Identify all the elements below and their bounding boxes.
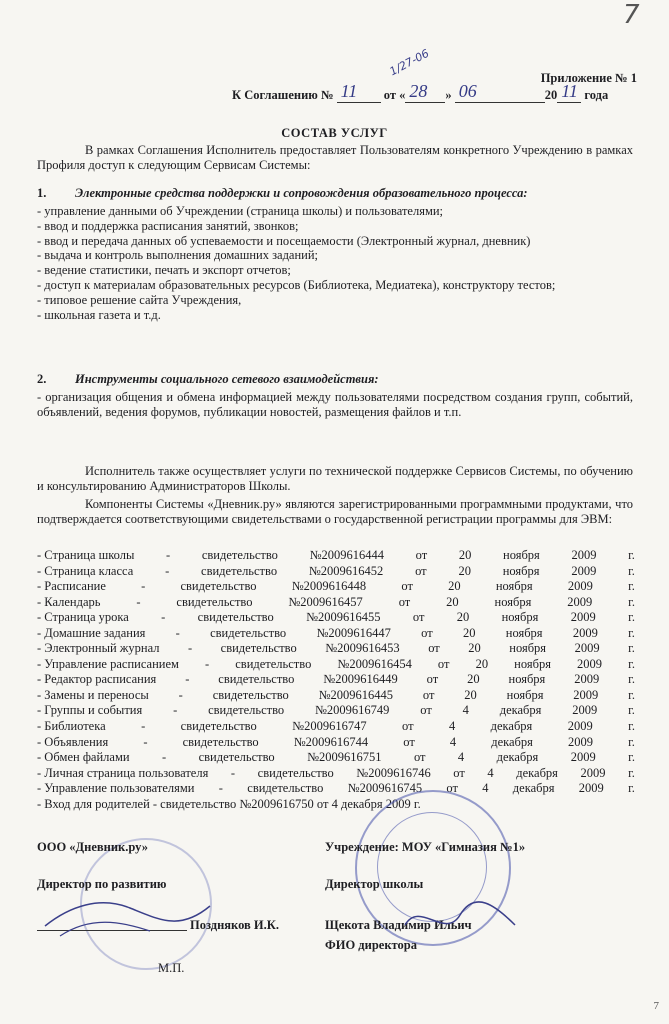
certificate-day: 20 <box>456 610 470 625</box>
certificate-g: г. <box>628 610 635 625</box>
certificate-num: №2009616453 <box>325 641 400 656</box>
certificate-day: 20 <box>446 594 459 609</box>
list-item: - доступ к материалам образовательных ресурсов (Библиотека, Медиатека), конструктору тестов; <box>37 277 556 292</box>
certificate-g: г. <box>628 656 635 671</box>
certificate-month: декабря <box>490 719 533 734</box>
certificate-year: 2009 <box>574 641 600 656</box>
certificate-g: г. <box>628 734 635 749</box>
certificate-name: - Домашние задания <box>37 625 146 640</box>
certificate-row <box>37 781 635 797</box>
certificate-word: свидетельство <box>220 641 297 656</box>
certificate-num: №2009616447 <box>316 625 391 640</box>
certificate-row <box>37 750 635 766</box>
certificate-dash: - <box>173 703 178 718</box>
certificate-row <box>37 579 635 595</box>
certificate-dash: - <box>161 750 167 765</box>
certificate-day: 20 <box>464 687 477 702</box>
certificate-num: №2009616444 <box>309 548 385 562</box>
certificate-g: г. <box>628 781 635 796</box>
certificate-word: свидетельство <box>180 719 257 734</box>
certificate-num: №2009616751 <box>307 750 382 765</box>
certificate-name: - Управление пользователями <box>37 781 195 796</box>
certificate-dash: - <box>166 548 171 562</box>
certificate-num: №2009616448 <box>291 579 367 594</box>
certificate-word: свидетельство <box>247 781 324 796</box>
certificate-row <box>37 688 635 704</box>
handwritten-reg-note: 1/27-06 <box>387 46 432 79</box>
certificate-day: 4 <box>482 781 489 796</box>
certificate-word: свидетельство <box>180 579 257 594</box>
components-paragraph: Компоненты Системы «Дневник.ру» являются зарегистрированными программными продуктами, что подтверждается соответствующими свидетельствами о государственной регистрации программы для ЭВМ: <box>37 497 633 526</box>
certificate-g: г. <box>628 687 635 702</box>
certificate-from: от <box>415 563 427 578</box>
certificate-day: 20 <box>458 563 471 578</box>
certificate-g: г. <box>628 703 635 718</box>
certificate-name: - Календарь <box>37 594 101 609</box>
certificate-from: от <box>422 687 435 702</box>
certificate-row <box>37 641 635 657</box>
certificate-dash: - <box>136 594 141 609</box>
agreement-prefix: К Соглашению № <box>232 88 334 102</box>
section-1-number: 1. <box>37 186 47 200</box>
intro-paragraph: В рамках Соглашения Исполнитель предоставляет Пользователям конкретного Учреждению в рамках Профиля доступ к следующим Сервисам Системы: <box>37 143 633 172</box>
certificate-word: свидетельство <box>198 750 275 765</box>
agreement-year-prefix: 20 <box>544 88 558 102</box>
certificate-num: №2009616449 <box>323 672 398 687</box>
certificate-name: - Электронный журнал <box>37 641 160 656</box>
certificate-year: 2009 <box>567 594 593 609</box>
agreement-day-field <box>405 81 445 103</box>
agreement-month-field <box>455 81 545 103</box>
certificate-name: - Личная страница пользователя <box>37 765 209 780</box>
certificate-from: от <box>412 610 425 625</box>
certificate-g: г. <box>628 719 635 734</box>
certificate-year: 2009 <box>571 548 597 562</box>
certificate-dash: - <box>141 579 146 594</box>
list-item: - школьная газета и т.д. <box>37 307 161 322</box>
page-number: 7 <box>653 1000 659 1012</box>
agreement-number: 11 <box>340 81 358 101</box>
corner-page-mark: 7 <box>623 0 640 30</box>
certificate-name: - Объявления <box>37 734 109 749</box>
certificate-from: от <box>403 734 415 749</box>
certificate-row <box>37 564 635 580</box>
certificate-word: свидетельство <box>210 625 287 640</box>
certificate-day: 20 <box>448 579 461 594</box>
certificate-last-row: - Вход для родителей - свидетельство №2009616750 от 4 декабря 2009 г. <box>37 797 421 811</box>
certificate-month: ноября <box>508 672 546 687</box>
certificate-year: 2009 <box>574 672 600 687</box>
certificate-day: 4 <box>462 703 469 718</box>
left-title: Директор по развитию <box>37 877 167 891</box>
certificate-row <box>37 719 635 735</box>
certificate-g: г. <box>628 625 635 640</box>
list-item: - типовое решение сайта Учреждения, <box>37 292 242 307</box>
certificate-dash: - <box>205 656 210 671</box>
section-2-number: 2. <box>37 372 47 386</box>
certificate-name: - Замены и переносы <box>37 687 149 702</box>
right-title: Директор школы <box>325 877 424 891</box>
certificate-dash: - <box>161 610 166 625</box>
right-handwritten-signature <box>400 895 520 945</box>
certificate-month: ноября <box>494 594 532 609</box>
certificate-row <box>37 595 635 611</box>
certificate-num: №2009616452 <box>308 563 384 578</box>
certificate-row <box>37 626 635 642</box>
certificate-day: 4 <box>448 719 456 734</box>
agreement-day: 28 <box>409 81 428 101</box>
list-item: - ввод и передача данных об успеваемости и посещаемости (Электронный журнал, дневник) <box>37 233 531 248</box>
certificate-row <box>37 735 635 751</box>
certificate-row <box>37 610 635 626</box>
left-handwritten-signature <box>40 886 220 946</box>
certificate-dash: - <box>218 781 223 796</box>
certificate-num: №2009616455 <box>306 610 381 625</box>
certificate-num: №2009616749 <box>314 703 390 718</box>
certificate-month: ноября <box>503 548 540 562</box>
certificate-row <box>37 672 635 688</box>
list-item: - ввод и поддержка расписания занятий, звонков; <box>37 218 299 233</box>
certificate-year: 2009 <box>567 579 593 594</box>
certificate-day: 20 <box>458 548 472 562</box>
right-name: Щекота Владимир Ильич <box>325 918 472 932</box>
certificate-name: - Страница школы <box>37 548 135 562</box>
certificate-month: ноября <box>502 563 540 578</box>
certificate-from: от <box>426 672 439 687</box>
certificate-g: г. <box>628 765 635 780</box>
certificate-g: г. <box>628 750 635 765</box>
certificate-from: от <box>401 719 414 734</box>
certificate-num: №2009616744 <box>293 734 369 749</box>
certificate-row <box>37 703 635 719</box>
certificate-word: свидетельство <box>235 656 312 671</box>
certificate-month: декабря <box>516 765 558 780</box>
certificate-day: 4 <box>487 765 494 780</box>
certificate-month: ноября <box>509 641 547 656</box>
certificate-day: 20 <box>475 656 489 671</box>
certificate-list <box>37 548 635 797</box>
left-name: Поздняков И.К. <box>190 918 279 932</box>
left-org: ООО «Дневник.ру» <box>37 840 148 854</box>
agreement-year-suffix: 11 <box>561 81 578 101</box>
certificate-name: - Расписание <box>37 579 106 594</box>
certificate-word: свидетельство <box>197 610 274 625</box>
section-1-heading <box>37 186 633 201</box>
agreement-number-field <box>337 81 381 103</box>
certificate-from: от <box>413 750 426 765</box>
certificate-year: 2009 <box>570 610 596 625</box>
certificate-name: - Группы и события <box>37 703 143 718</box>
certificate-g: г. <box>628 672 635 687</box>
certificate-row <box>37 657 635 673</box>
certificate-from: от <box>446 781 458 796</box>
section-2-text: - организация общения и обмена информацией между пользователями посредством создания групп, событий, объявлений, ведения форумов, публикации новостей, размещения файлов и т.п. <box>37 390 633 419</box>
certificate-num: №2009616454 <box>337 656 412 671</box>
list-item: - выдача и контроль выполнения домашних заданий; <box>37 248 319 263</box>
certificate-word: свидетельство <box>212 687 289 702</box>
right-fio: ФИО директора <box>325 938 417 952</box>
support-paragraph: Исполнитель также осуществляет услуги по технической поддержке Сервисов Системы, по обучению и консультированию Администраторов Школы. <box>37 464 633 493</box>
certificate-day: 4 <box>457 750 465 765</box>
certificate-day: 20 <box>462 625 476 640</box>
certificate-g: г. <box>628 579 635 594</box>
certificate-year: 2009 <box>578 781 604 796</box>
certificate-from: от <box>428 641 440 656</box>
agreement-month: 06 <box>458 81 477 101</box>
certificate-from: от <box>421 625 433 640</box>
certificate-name: - Редактор расписания <box>37 672 157 687</box>
section-2-heading <box>37 372 633 387</box>
certificate-from: от <box>437 656 450 671</box>
certificate-month: декабря <box>499 703 542 718</box>
certificate-word: свидетельство <box>257 765 334 780</box>
certificate-name: - Управление расписанием <box>37 656 179 671</box>
certificate-row <box>37 766 635 782</box>
certificate-day: 4 <box>449 734 457 749</box>
certificate-g: г. <box>628 641 635 656</box>
certificate-year: 2009 <box>572 703 598 718</box>
certificate-from: от <box>453 765 465 780</box>
certificate-dash: - <box>230 765 236 780</box>
certificate-year: 2009 <box>577 656 603 671</box>
certificate-name: - Обмен файлами <box>37 750 130 765</box>
certificate-year: 2009 <box>571 563 597 578</box>
certificate-month: ноября <box>505 625 543 640</box>
certificate-num: №2009616457 <box>288 594 363 609</box>
certificate-num: №2009616745 <box>347 781 423 796</box>
section-2-title: Инструменты социального сетевого взаимодействия: <box>75 372 379 386</box>
certificate-dash: - <box>188 641 193 656</box>
list-item: - ведение статистики, печать и экспорт отчетов; <box>37 263 291 278</box>
certificate-dash: - <box>143 734 148 749</box>
certificate-dash: - <box>178 687 183 702</box>
certificate-name: - Страница урока <box>37 610 129 625</box>
appendix-label: Приложение № 1 <box>540 71 637 85</box>
certificate-month: ноября <box>501 610 539 625</box>
certificate-month: декабря <box>491 734 533 749</box>
certificate-from: от <box>420 703 432 718</box>
right-org: Учреждение: МОУ «Гимназия №1» <box>325 840 526 854</box>
certificate-word: свидетельство <box>201 548 278 562</box>
certificate-word: свидетельство <box>218 672 295 687</box>
certificate-dash: - <box>165 563 170 578</box>
certificate-row <box>37 548 635 564</box>
certificate-num: №2009616747 <box>292 719 367 734</box>
certificate-g: г. <box>628 594 635 609</box>
certificate-year: 2009 <box>572 625 598 640</box>
certificate-word: свидетельство <box>176 594 253 609</box>
certificate-year: 2009 <box>580 765 606 780</box>
certificate-from: от <box>401 579 413 594</box>
certificate-from: от <box>398 594 411 609</box>
left-mp: М.П. <box>158 961 185 975</box>
certificate-name: - Библиотека <box>37 719 106 734</box>
certificate-dash: - <box>185 672 190 687</box>
certificate-month: декабря <box>496 750 539 765</box>
certificate-dash: - <box>175 625 180 640</box>
list-item: - управление данными об Учреждении (страница школы) и пользователями; <box>37 204 444 218</box>
certificate-month: декабря <box>512 781 555 796</box>
certificate-year: 2009 <box>573 687 599 702</box>
agreement-from: от « <box>383 88 406 102</box>
certificate-month: ноября <box>514 656 551 671</box>
section-1-list <box>37 204 637 322</box>
certificate-word: свидетельство <box>208 703 285 718</box>
certificate-day: 20 <box>468 641 481 656</box>
certificate-year: 2009 <box>567 734 593 749</box>
certificate-year: 2009 <box>570 750 596 765</box>
section-1-title: Электронные средства поддержки и сопровождения образовательного процесса: <box>75 186 528 200</box>
certificate-word: свидетельство <box>182 734 259 749</box>
certificate-month: ноября <box>495 579 533 594</box>
agreement-line: К Соглашению № 11 от « 28 » 06 20 11 года <box>232 81 609 102</box>
certificate-from: от <box>415 548 428 562</box>
agreement-year-word: года <box>584 88 609 102</box>
certificate-year: 2009 <box>567 719 593 734</box>
certificate-g: г. <box>628 563 635 578</box>
agreement-year-field <box>557 81 581 103</box>
certificate-g: г. <box>628 548 635 562</box>
certificate-month: ноября <box>506 687 544 702</box>
certificate-num: №2009616445 <box>318 687 394 702</box>
document-title: СОСТАВ УСЛУГ <box>281 126 388 140</box>
certificate-dash: - <box>141 719 146 734</box>
certificate-num: №2009616746 <box>356 765 431 780</box>
certificate-word: свидетельство <box>201 563 278 578</box>
certificate-day: 20 <box>467 672 480 687</box>
certificate-name: - Страница класса <box>37 563 134 578</box>
